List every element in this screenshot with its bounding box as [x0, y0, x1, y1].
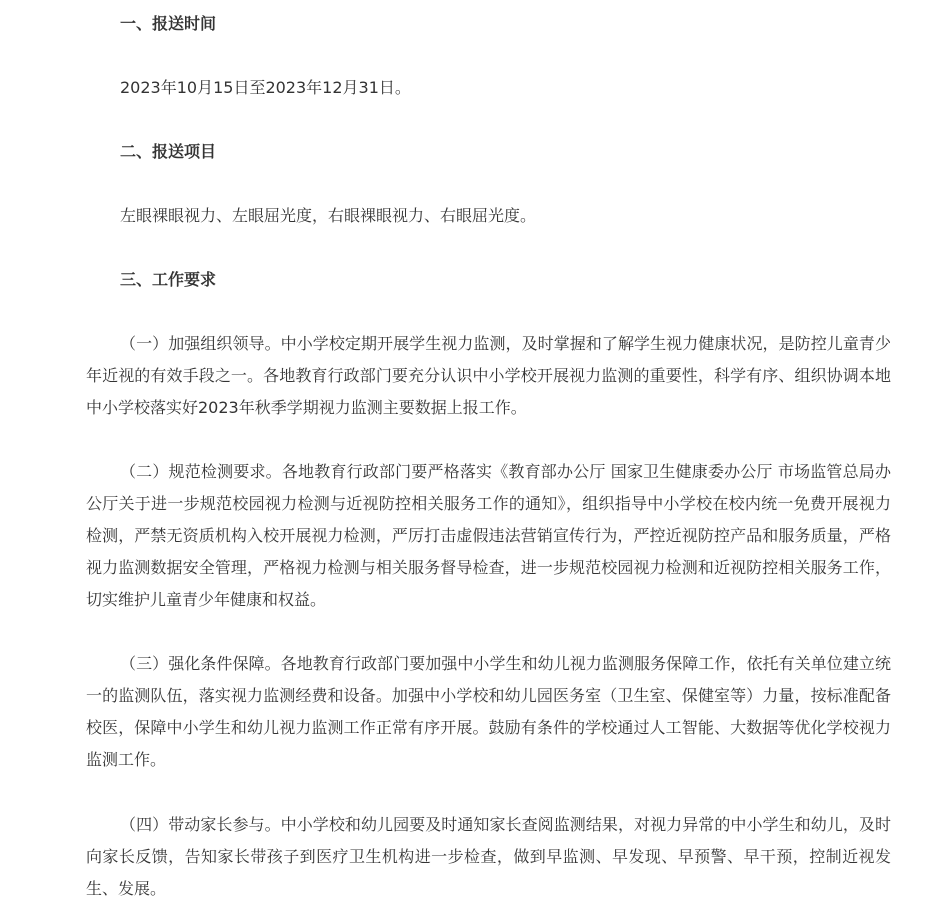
section-heading-report-time: 一、报送时间: [120, 14, 217, 33]
requirement-paragraph-2: （二）规范检测要求。各地教育行政部门要严格落实《教育部办公厅 国家卫生健康委办公厅 市场监管总局办公厅关于进一步规范校园视力检测与近视防控相关服务工作的通知》，组织指导中小学校在校内统一免费开展视力检测，严禁无资质机构入校开展视力检测，严厉打击虚假违法营销宣传行为，严控近视防控产品和服务质量，严格视力监测数据安全管理，严格视力检测与相关服务督导检查，进一步规范校园视力检测和近视防控相关服务工作，切实维护儿童青少年健康和权益。: [86, 462, 891, 609]
requirement-paragraph-1: （一）加强组织领导。中小学校定期开展学生视力监测，及时掌握和了解学生视力健康状况，是防控儿童青少年近视的有效手段之一。各地教育行政部门要充分认识中小学校开展视力监测的重要性，科学有序、组织协调本地中小学校落实好2023年秋季学期视力监测主要数据上报工作。: [86, 334, 891, 417]
section-heading-work-requirements: 三、工作要求: [120, 270, 217, 289]
requirement-paragraph-4: （四）带动家长参与。中小学校和幼儿园要及时通知家长查阅监测结果，对视力异常的中小学生和幼儿，及时向家长反馈，告知家长带孩子到医疗卫生机构进一步检查，做到早监测、早发现、早预警、早干预，控制近视发生、发展。: [86, 815, 891, 898]
section-heading-report-items: 二、报送项目: [120, 142, 217, 161]
report-time-text: 2023年10月15日至2023年12月31日。: [120, 78, 411, 97]
requirement-paragraph-3: （三）强化条件保障。各地教育行政部门要加强中小学生和幼儿视力监测服务保障工作，依托有关单位建立统一的监测队伍，落实视力监测经费和设备。加强中小学校和幼儿园医务室（卫生室、保健室等）力量，按标准配备校医，保障中小学生和幼儿视力监测工作正常有序开展。鼓励有条件的学校通过人工智能、大数据等优化学校视力监测工作。: [86, 654, 891, 769]
report-items-text: 左眼裸眼视力、左眼屈光度，右眼裸眼视力、右眼屈光度。: [120, 206, 537, 225]
